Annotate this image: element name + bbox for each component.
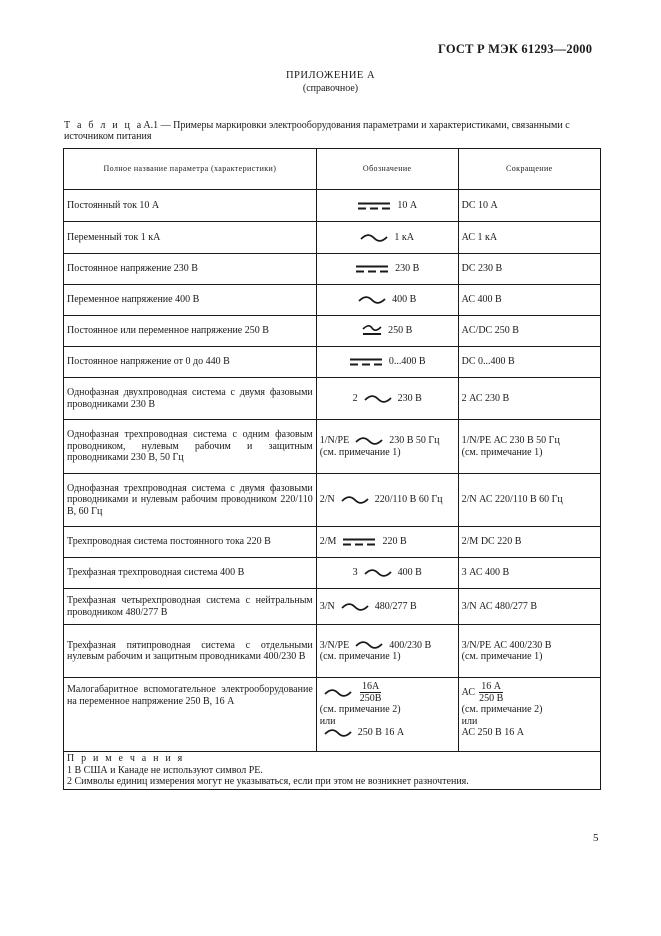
abbreviation-cell: [458, 254, 600, 285]
designation-prefix: 1/N/PE: [319, 435, 350, 446]
abbreviation-cell: [458, 285, 600, 316]
designation-prefix: 3/N/PE: [319, 639, 350, 651]
abbreviation: 3/N/PE АС 400/230 В: [461, 639, 552, 651]
parameter-name: Однофазная двухпроводная система с двумя фазовыми проводниками 230 В: [64, 378, 317, 420]
dc-symbol-icon: [357, 201, 391, 211]
abbreviation-cell: [458, 474, 600, 527]
abbreviation: DC 0...400 В: [461, 356, 515, 368]
designation-cell: [316, 420, 458, 474]
designation: [320, 536, 455, 548]
designation: [320, 601, 455, 613]
abbreviation: АС 1 кА: [461, 231, 498, 243]
abbreviation-cell: [458, 316, 600, 347]
designation-prefix: 3: [352, 567, 358, 579]
header-parameter: Полное название параметра (характеристики): [64, 149, 317, 190]
abbreviation: DC 230 В: [461, 263, 503, 275]
abbreviation-cell: [458, 589, 600, 625]
designation-value: 230 В 50 Гц: [389, 435, 440, 446]
fraction-numerator: 16А: [361, 681, 380, 692]
designation: [320, 294, 455, 306]
designation: [320, 356, 455, 368]
parameter-name: Однофазная трехпроводная система с двумя фазовыми проводниками и нулевым рабочим проводником 220/110 В, 60 Гц: [64, 474, 317, 527]
abbreviation-cell: [458, 190, 600, 222]
designation: [320, 232, 455, 244]
dc-symbol-icon: [355, 264, 389, 274]
designation-value: 10 А: [397, 199, 418, 211]
abbreviation: 2 АС 230 В: [461, 392, 510, 404]
designation: [320, 393, 455, 405]
ac-symbol-icon: [360, 234, 388, 242]
designation-alt: [320, 727, 455, 739]
abbreviation: 3/N АС 480/277 В: [461, 600, 537, 612]
page-number: 5: [593, 832, 599, 844]
designation-cell: [316, 222, 458, 254]
fraction-denominator: 250В: [359, 693, 382, 704]
header-designation: Обозначение: [316, 149, 458, 190]
table-row: [64, 347, 601, 378]
designation: [320, 640, 455, 652]
designation-cell: [316, 190, 458, 222]
abbreviation-note: (см. примечание 2): [461, 704, 543, 715]
abbreviation: 1/N/PE АС 230 В 50 Гц: [461, 435, 560, 446]
parameter-name: Трехфазная трехпроводная система 400 В: [64, 558, 317, 589]
table-header-row: [64, 149, 601, 190]
table-row: [64, 190, 601, 222]
note-item: 2 Символы единиц измерения могут не указываться, если при этом не возникнет разночтения.: [67, 776, 469, 787]
parameter-name: Переменный ток 1 кА: [64, 222, 317, 254]
designation-note: (см. примечание 2): [319, 704, 401, 715]
parameter-name: Трехфазная пятипроводная система с отдельными нулевым рабочим и защитным проводниками 400/230 В: [64, 625, 317, 678]
designation: [320, 325, 455, 337]
parameter-name: Трехфазная четырехпроводная система с нейтральным проводником 480/277 В: [64, 589, 317, 625]
designation-prefix: 3/N: [319, 600, 335, 612]
abbreviation-cell: [458, 378, 600, 420]
notes-row: [64, 752, 601, 790]
ac-symbol-icon: [364, 395, 392, 403]
table-caption: [64, 120, 604, 142]
table-row: [64, 316, 601, 347]
parameter-name: Трехпроводная система постоянного тока 220 В: [64, 527, 317, 558]
designation-value: 400 В: [397, 567, 422, 579]
designation-cell: [316, 285, 458, 316]
designation-cell: [316, 378, 458, 420]
abbreviation-or: или: [461, 715, 478, 727]
designation-fraction: [360, 681, 382, 704]
table-row: [64, 527, 601, 558]
abbreviation-cell: [458, 527, 600, 558]
abbreviation-prefix: АС: [461, 686, 476, 698]
parameter-name: Однофазная трехпроводная система с одним фазовым проводником, нулевым рабочим и защитным проводниками 230 В, 50 Гц: [64, 420, 317, 474]
abbreviation: [462, 681, 597, 704]
fraction-numerator: 16 А: [481, 681, 502, 692]
abbreviation-cell: [458, 420, 600, 474]
parameter-name: Постоянный ток 10 А: [64, 190, 317, 222]
designation-cell: [316, 474, 458, 527]
ac-symbol-icon: [324, 729, 352, 737]
abbreviation-cell: [458, 222, 600, 254]
parameter-name: Постоянное напряжение от 0 до 440 В: [64, 347, 317, 378]
parameter-name: Постоянное напряжение 230 В: [64, 254, 317, 285]
header-abbreviation: Сокращение: [458, 149, 600, 190]
caption-label: Т а б л и ц а: [64, 120, 144, 131]
designation-prefix: 2/N: [319, 494, 335, 506]
designation-or: или: [319, 715, 336, 727]
notes-cell: [64, 752, 601, 790]
abbreviation-note: (см. примечание 1): [461, 446, 543, 458]
ac-symbol-icon: [341, 496, 369, 504]
designation-value: 220/110 В 60 Гц: [374, 494, 443, 506]
table-row: [64, 222, 601, 254]
table-row: [64, 589, 601, 625]
designation-prefix: 2: [352, 392, 358, 404]
abbreviation: DC 10 А: [461, 199, 498, 211]
ac-symbol-icon: [341, 603, 369, 611]
designation-cell: [316, 347, 458, 378]
table-row: [64, 378, 601, 420]
designation-value: 220 В: [382, 536, 407, 548]
designation-note: (см. примечание 1): [319, 446, 401, 458]
table-row: [64, 474, 601, 527]
table-row: [64, 625, 601, 678]
abbreviation-cell: [458, 678, 600, 752]
note-item: 1 В США и Канаде не используют символ PE.: [67, 764, 263, 776]
designation-value: 0...400 В: [388, 356, 426, 368]
standard-number: ГОСТ Р МЭК 61293—2000: [438, 42, 593, 56]
ac-symbol-icon: [355, 437, 383, 445]
notes-title: П р и м е ч а н и я: [67, 753, 185, 764]
parameter-name: Переменное напряжение 400 В: [64, 285, 317, 316]
table-row: [64, 254, 601, 285]
abbreviation-cell: [458, 347, 600, 378]
ac-symbol-icon: [358, 296, 386, 304]
table-row: [64, 558, 601, 589]
table-row: [64, 285, 601, 316]
appendix-title: ПРИЛОЖЕНИЕ А: [285, 70, 376, 81]
abbreviation: 2/M DC 220 В: [461, 536, 522, 548]
designation-cell: [316, 527, 458, 558]
abbreviation-alt: АС 250 В 16 А: [461, 727, 524, 738]
designation-value: 400/230 В: [389, 639, 432, 651]
dc-symbol-icon: [342, 537, 376, 547]
abbreviation-fraction: [479, 681, 503, 704]
marking-table: [63, 148, 601, 790]
table-row: [64, 678, 601, 752]
abbreviation-note: (см. примечание 1): [461, 651, 543, 662]
designation: [320, 494, 455, 506]
abbreviation: АС 400 В: [461, 294, 502, 306]
designation-cell: [316, 625, 458, 678]
designation-value: 1 кА: [394, 231, 414, 243]
designation-alt-value: 250 В 16 А: [357, 727, 405, 738]
designation-cell: [316, 558, 458, 589]
designation-cell: [316, 316, 458, 347]
designation-value: 230 В: [395, 263, 420, 275]
designation-note: (см. примечание 1): [319, 651, 401, 662]
parameter-name: Постоянное или переменное напряжение 250 В: [64, 316, 317, 347]
abbreviation-cell: [458, 625, 600, 678]
designation: [320, 200, 455, 212]
designation-cell: [316, 254, 458, 285]
fraction-denominator: 250 В: [479, 693, 504, 704]
parameter-name: Малогабаритное вспомогательное электрооборудование на переменное напряжение 250 В, 16 А: [64, 678, 317, 752]
designation: [320, 681, 455, 704]
designation-value: 250 В: [388, 325, 413, 337]
appendix-subtitle: (справочное): [302, 83, 359, 94]
designation-cell: [316, 589, 458, 625]
abbreviation: 2/N АС 220/110 В 60 Гц: [461, 494, 563, 506]
ac-dc-symbol-icon: [362, 325, 382, 337]
ac-symbol-icon: [364, 569, 392, 577]
designation-value: 480/277 В: [374, 600, 417, 612]
designation-value: 230 В: [397, 392, 422, 404]
designation-prefix: 2/M: [319, 536, 337, 548]
ac-symbol-icon: [324, 689, 352, 697]
ac-symbol-icon: [355, 641, 383, 649]
caption-number: А.1: [143, 120, 159, 131]
abbreviation: AC/DC 250 В: [461, 325, 519, 337]
designation: [320, 435, 455, 447]
abbreviation-cell: [458, 558, 600, 589]
designation-value: 400 В: [392, 294, 417, 306]
designation: [320, 263, 455, 275]
designation: [320, 567, 455, 579]
dc-symbol-icon: [349, 357, 383, 367]
designation-cell: [316, 678, 458, 752]
caption-text: — Примеры маркировки электрооборудования параметрами и характеристиками, связанными с источником питания: [64, 120, 570, 142]
abbreviation: 3 АС 400 В: [461, 567, 510, 579]
table-row: [64, 420, 601, 474]
